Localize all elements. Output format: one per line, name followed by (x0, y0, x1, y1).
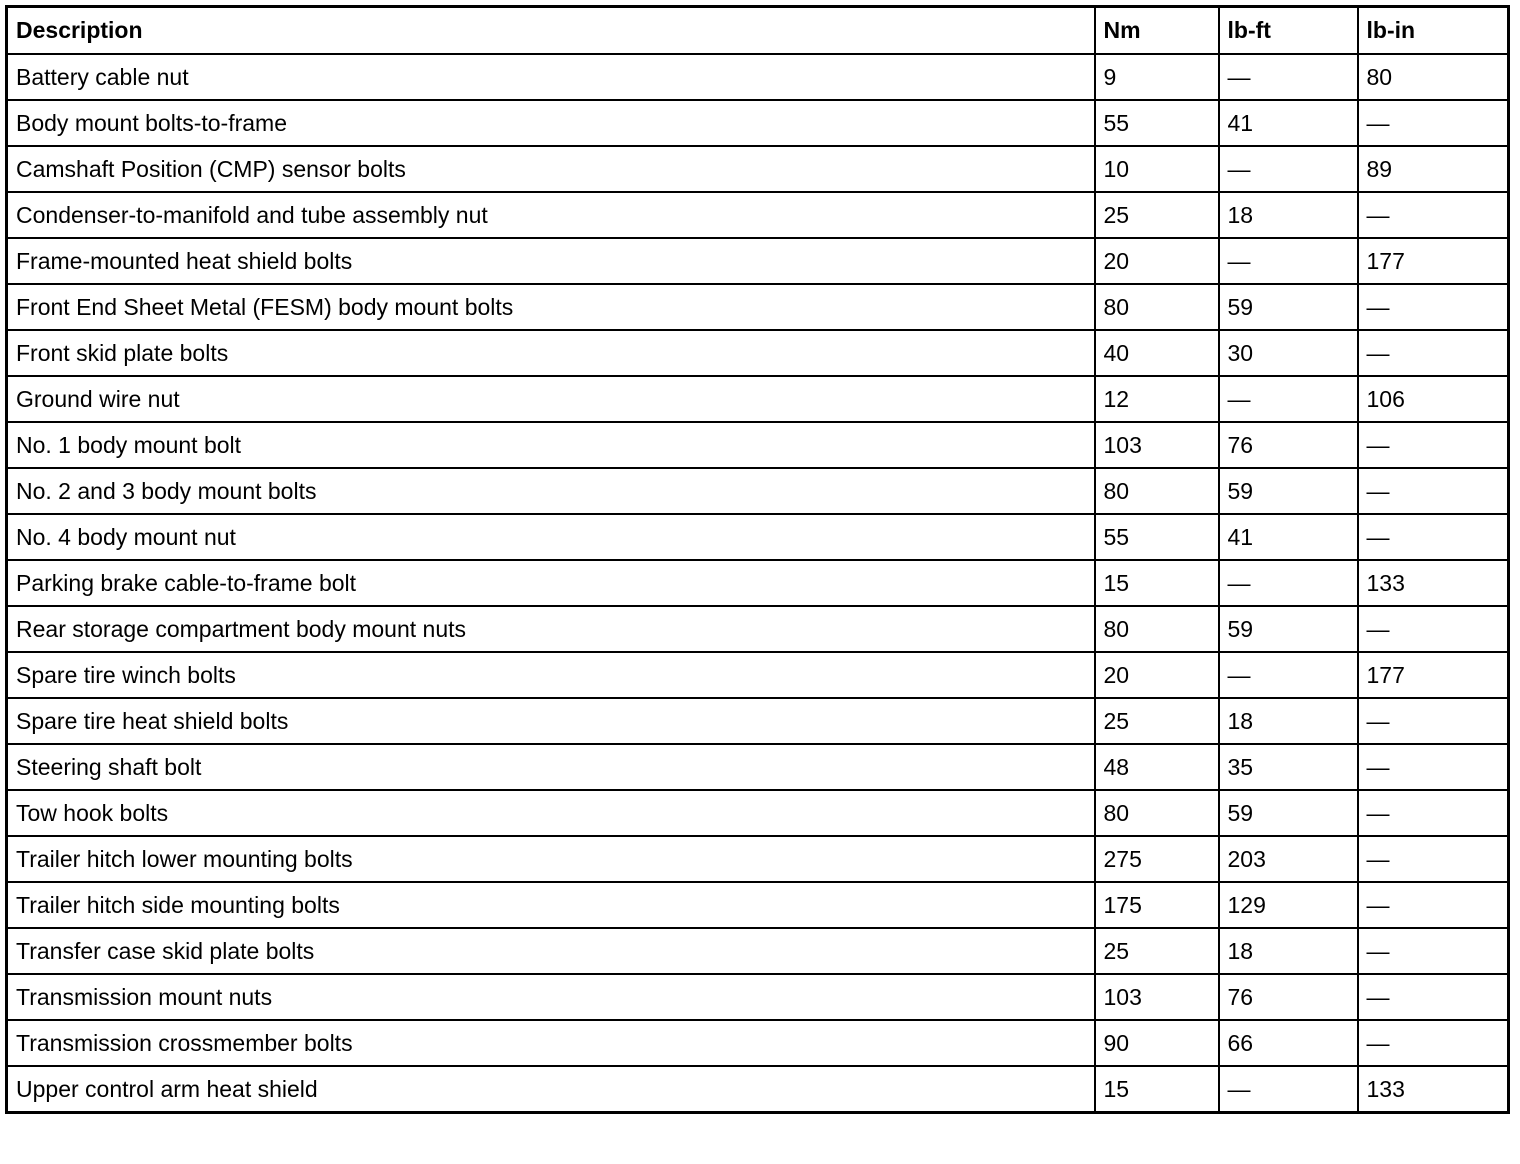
cell-lb-in: — (1358, 836, 1509, 882)
cell-lb-ft: — (1219, 54, 1358, 100)
cell-lb-in: — (1358, 192, 1509, 238)
cell-nm: 25 (1095, 698, 1219, 744)
cell-lb-in: — (1358, 422, 1509, 468)
table-row (7, 54, 1509, 100)
cell-nm: 55 (1095, 100, 1219, 146)
cell-lb-in: 80 (1358, 54, 1509, 100)
cell-lb-ft: 203 (1219, 836, 1358, 882)
cell-description: Transfer case skid plate bolts (7, 928, 1095, 974)
cell-lb-ft: — (1219, 1066, 1358, 1113)
cell-lb-ft: — (1219, 376, 1358, 422)
cell-lb-ft: 59 (1219, 284, 1358, 330)
cell-nm: 80 (1095, 606, 1219, 652)
cell-lb-ft: 76 (1219, 422, 1358, 468)
cell-nm: 80 (1095, 790, 1219, 836)
cell-lb-in: — (1358, 790, 1509, 836)
cell-lb-in: — (1358, 100, 1509, 146)
cell-description: Transmission crossmember bolts (7, 1020, 1095, 1066)
cell-nm: 10 (1095, 146, 1219, 192)
cell-description: Frame-mounted heat shield bolts (7, 238, 1095, 284)
header-lb-ft: lb-ft (1219, 7, 1358, 55)
table-row (7, 836, 1509, 882)
cell-lb-ft: — (1219, 146, 1358, 192)
table-row (7, 744, 1509, 790)
cell-lb-in: 106 (1358, 376, 1509, 422)
cell-lb-in: — (1358, 744, 1509, 790)
table-row (7, 100, 1509, 146)
cell-lb-ft: 129 (1219, 882, 1358, 928)
cell-lb-ft: 66 (1219, 1020, 1358, 1066)
cell-lb-in: — (1358, 928, 1509, 974)
table-row (7, 560, 1509, 606)
table-row (7, 882, 1509, 928)
cell-lb-in: — (1358, 330, 1509, 376)
cell-description: No. 2 and 3 body mount bolts (7, 468, 1095, 514)
cell-description: No. 4 body mount nut (7, 514, 1095, 560)
cell-nm: 103 (1095, 422, 1219, 468)
table-row (7, 146, 1509, 192)
cell-nm: 12 (1095, 376, 1219, 422)
cell-lb-ft: 35 (1219, 744, 1358, 790)
cell-description: Upper control arm heat shield (7, 1066, 1095, 1113)
cell-description: Body mount bolts-to-frame (7, 100, 1095, 146)
cell-description: No. 1 body mount bolt (7, 422, 1095, 468)
table-row (7, 1066, 1509, 1113)
cell-nm: 175 (1095, 882, 1219, 928)
header-lb-in: lb-in (1358, 7, 1509, 55)
cell-nm: 80 (1095, 468, 1219, 514)
table-row (7, 514, 1509, 560)
cell-lb-in: — (1358, 974, 1509, 1020)
table-row (7, 238, 1509, 284)
table-row (7, 606, 1509, 652)
cell-lb-ft: 18 (1219, 192, 1358, 238)
table-row (7, 422, 1509, 468)
header-nm: Nm (1095, 7, 1219, 55)
cell-lb-in: 89 (1358, 146, 1509, 192)
cell-description: Front skid plate bolts (7, 330, 1095, 376)
table-row (7, 974, 1509, 1020)
table-row (7, 284, 1509, 330)
cell-nm: 275 (1095, 836, 1219, 882)
torque-spec-table (5, 5, 1510, 1114)
cell-description: Tow hook bolts (7, 790, 1095, 836)
cell-nm: 55 (1095, 514, 1219, 560)
cell-nm: 9 (1095, 54, 1219, 100)
table-row (7, 790, 1509, 836)
cell-lb-ft: 76 (1219, 974, 1358, 1020)
table-header (7, 7, 1509, 55)
cell-nm: 40 (1095, 330, 1219, 376)
cell-lb-in: 133 (1358, 1066, 1509, 1113)
cell-nm: 25 (1095, 928, 1219, 974)
cell-description: Spare tire heat shield bolts (7, 698, 1095, 744)
table-row (7, 330, 1509, 376)
header-description: Description (7, 7, 1095, 55)
cell-lb-ft: 59 (1219, 790, 1358, 836)
table-row (7, 652, 1509, 698)
cell-nm: 20 (1095, 652, 1219, 698)
cell-description: Spare tire winch bolts (7, 652, 1095, 698)
cell-description: Rear storage compartment body mount nuts (7, 606, 1095, 652)
cell-nm: 90 (1095, 1020, 1219, 1066)
cell-lb-in: — (1358, 284, 1509, 330)
cell-lb-in: — (1358, 468, 1509, 514)
cell-description: Condenser-to-manifold and tube assembly nut (7, 192, 1095, 238)
table-row (7, 376, 1509, 422)
cell-lb-in: 177 (1358, 238, 1509, 284)
table-body (7, 54, 1509, 1113)
cell-description: Ground wire nut (7, 376, 1095, 422)
cell-lb-in: — (1358, 606, 1509, 652)
cell-nm: 48 (1095, 744, 1219, 790)
cell-nm: 103 (1095, 974, 1219, 1020)
table-row (7, 928, 1509, 974)
cell-lb-in: — (1358, 514, 1509, 560)
cell-lb-in: 177 (1358, 652, 1509, 698)
cell-nm: 80 (1095, 284, 1219, 330)
cell-lb-ft: 18 (1219, 698, 1358, 744)
cell-lb-ft: 30 (1219, 330, 1358, 376)
cell-lb-ft: — (1219, 560, 1358, 606)
cell-nm: 15 (1095, 1066, 1219, 1113)
cell-lb-ft: 41 (1219, 100, 1358, 146)
cell-lb-ft: 59 (1219, 468, 1358, 514)
cell-lb-ft: — (1219, 238, 1358, 284)
table-row (7, 698, 1509, 744)
cell-description: Camshaft Position (CMP) sensor bolts (7, 146, 1095, 192)
cell-lb-in: — (1358, 698, 1509, 744)
cell-lb-in: — (1358, 882, 1509, 928)
cell-nm: 20 (1095, 238, 1219, 284)
cell-lb-ft: 41 (1219, 514, 1358, 560)
header-row (7, 7, 1509, 55)
cell-description: Parking brake cable-to-frame bolt (7, 560, 1095, 606)
cell-nm: 15 (1095, 560, 1219, 606)
cell-description: Battery cable nut (7, 54, 1095, 100)
cell-description: Transmission mount nuts (7, 974, 1095, 1020)
cell-lb-ft: 59 (1219, 606, 1358, 652)
cell-lb-ft: 18 (1219, 928, 1358, 974)
cell-nm: 25 (1095, 192, 1219, 238)
cell-description: Trailer hitch side mounting bolts (7, 882, 1095, 928)
cell-lb-in: 133 (1358, 560, 1509, 606)
cell-description: Trailer hitch lower mounting bolts (7, 836, 1095, 882)
cell-lb-in: — (1358, 1020, 1509, 1066)
cell-description: Front End Sheet Metal (FESM) body mount bolts (7, 284, 1095, 330)
cell-description: Steering shaft bolt (7, 744, 1095, 790)
table-row (7, 468, 1509, 514)
table-row (7, 192, 1509, 238)
table-row (7, 1020, 1509, 1066)
cell-lb-ft: — (1219, 652, 1358, 698)
